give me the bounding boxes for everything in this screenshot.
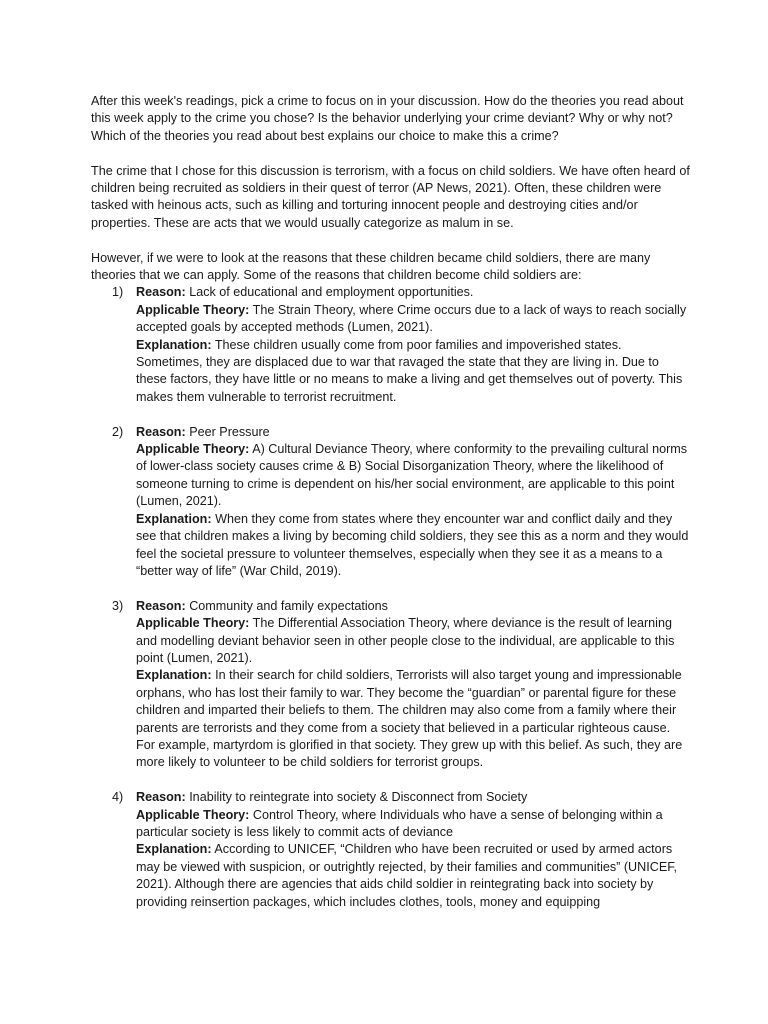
explanation-line (136, 841, 691, 911)
theory-label: Applicable Theory: (136, 442, 250, 457)
list-item (91, 284, 691, 406)
list-number: 2) (112, 424, 124, 439)
reason-line (136, 284, 691, 301)
theory-label: Applicable Theory: (136, 616, 250, 631)
explanation-text: According to UNICEF, “Children who have been recruited or used by armed actors may be viewed with suspicion, or outrightly rejected, by their families and communities” (UNICEF, 2021). Although there are agencies that aids child soldier in reintegrating back into society by providing reinsertion packages, which includes clothes, tools, money and equipping (136, 842, 678, 909)
theory-line (136, 615, 691, 667)
theory-text: The Strain Theory, where Crime occurs due to a lack of ways to reach socially accepted goals by accepted methods (Lumen, 2021). (136, 302, 687, 335)
list-item (91, 598, 691, 772)
theory-text: A) Cultural Deviance Theory, where conformity to the prevailing cultural norms of lower-class society causes crime & B) Social Disorganization Theory, where the likelihood of someone turning to crime is dependent on his/her social environment, are applicable to this point (Lumen, 2021). (136, 442, 688, 509)
reason-label: Reason: (136, 424, 186, 439)
explanation-line (136, 511, 691, 581)
reason-text: Lack of educational and employment opportunities. (189, 285, 474, 300)
reason-line (136, 789, 691, 806)
reason-text: Community and family expectations (189, 598, 388, 613)
theory-line (136, 441, 691, 511)
explanation-label: Explanation: (136, 668, 212, 683)
reason-label: Reason: (136, 598, 186, 613)
document-body (91, 93, 691, 911)
explanation-line (136, 667, 691, 771)
explanation-line (136, 337, 691, 407)
theory-line (136, 302, 691, 337)
reason-line (136, 598, 691, 615)
reason-line (136, 424, 691, 441)
list-number: 4) (112, 790, 124, 805)
reason-label: Reason: (136, 285, 186, 300)
explanation-text: These children usually come from poor families and impoverished states. Sometimes, they are displaced due to war that ravaged the state that they are living in. Due to these factors, they have little or no means to make a living and get themselves out of poverty. This makes them vulnerable to terrorist recruitment. (136, 337, 683, 404)
explanation-label: Explanation: (136, 842, 212, 857)
explanation-label: Explanation: (136, 511, 212, 526)
explanation-text: When they come from states where they encounter war and conflict daily and they see that children makes a living by becoming child soldiers, they see this as a norm and they would feel the societal pressure to volunteer themselves, especially when they see it as a means to a “better way of life” (War Child, 2019). (136, 511, 689, 578)
theory-label: Applicable Theory: (136, 302, 250, 317)
list-item (91, 424, 691, 581)
theory-text: Control Theory, where Individuals who have a sense of belonging within a particular society is less likely to commit acts of deviance (136, 807, 663, 839)
assignment-prompt: After this week's readings, pick a crime to focus on in your discussion. How do the theories you read about this week apply to the crime you chose? Is the behavior underlying your crime deviant? Why or why not? Which of the theories you read about best explains our choice to make this a crime? (91, 94, 684, 143)
reason-text: Peer Pressure (189, 424, 270, 439)
theories-paragraph: However, if we were to look at the reasons that these children became child soldiers, there are many theories that we can apply. Some of the reasons that children become child soldiers are: (91, 250, 651, 283)
explanation-label: Explanation: (136, 337, 212, 352)
list-item (91, 789, 691, 911)
list-number: 3) (112, 598, 124, 613)
theory-text: The Differential Association Theory, where deviance is the result of learning and modelling deviant behavior seen in other people close to the individual, are applicable to this point (Lumen, 2021). (136, 616, 675, 665)
theory-line (136, 807, 691, 842)
theory-label: Applicable Theory: (136, 807, 250, 822)
reason-label: Reason: (136, 790, 186, 805)
reason-text: Inability to reintegrate into society & Disconnect from Society (189, 790, 528, 805)
intro-paragraph: The crime that I chose for this discussion is terrorism, with a focus on child soldiers. We have often heard of children being recruited as soldiers in their quest of terror (AP News, 2021). Often, these children were tasked with heinous acts, such as killing and torturing innocent people and destroying cities and/or properties. These are acts that we would usually categorize as malum in se. (91, 163, 690, 230)
list-number: 1) (112, 285, 124, 300)
explanation-text: In their search for child soldiers, Terrorists will also target young and impressionable orphans, who has lost their family to war. They become the “guardian” or parental figure for these children and imparted their beliefs to them. The children may also come from a family where their parents are terrorists and they come from a society that believed in a particular righteous cause. For example, martyrdom is glorified in that society. They grew up with this belief. As such, they are more likely to volunteer to be child soldiers for terrorist groups. (136, 668, 683, 770)
